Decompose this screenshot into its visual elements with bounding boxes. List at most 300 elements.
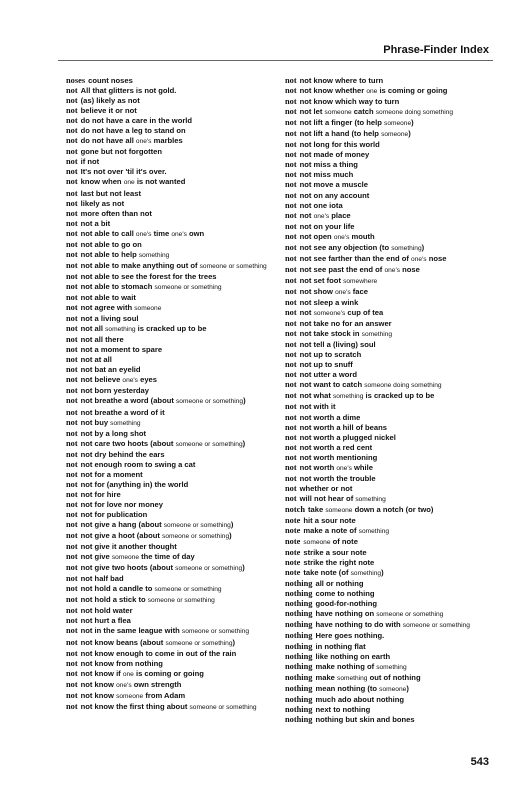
headword: nothing xyxy=(285,579,313,589)
phrase-text: It's not over 'til it's over. xyxy=(80,167,167,177)
phrase xyxy=(300,494,386,503)
index-entry xyxy=(285,232,500,243)
headword: not xyxy=(66,417,78,427)
phrase xyxy=(315,620,469,629)
placeholder-term: something xyxy=(110,419,141,427)
phrase xyxy=(300,140,380,149)
phrase-text: mean nothing (to xyxy=(315,683,380,693)
headword: not xyxy=(66,489,78,499)
headword: not xyxy=(66,365,78,375)
phrase xyxy=(81,116,192,125)
phrase xyxy=(81,355,112,364)
phrase xyxy=(300,360,353,369)
phrase-text: not want to catch xyxy=(299,380,365,390)
phrase xyxy=(303,537,358,546)
headword: not xyxy=(285,118,297,128)
phrase-text: much ado about nothing xyxy=(315,694,405,704)
phrase-text: while xyxy=(351,462,374,472)
phrase-text: have nothing on xyxy=(315,609,377,619)
phrase-text: not on your life xyxy=(299,221,355,231)
phrase xyxy=(81,209,152,218)
placeholder-term: someone or something xyxy=(175,565,243,573)
headword: not xyxy=(285,286,297,296)
phrase xyxy=(81,418,141,427)
phrase-text: not able to help xyxy=(80,249,139,259)
phrase-text: take note (of xyxy=(303,568,351,578)
phrase-text: ) xyxy=(242,563,245,573)
phrase xyxy=(315,599,377,608)
phrase xyxy=(81,460,196,469)
index-entry xyxy=(285,329,500,340)
phrase-text: Here goes nothing. xyxy=(315,631,385,641)
phrase xyxy=(81,429,146,438)
phrase-text: not know beans (about xyxy=(80,637,166,647)
right-index-column xyxy=(285,76,500,725)
index-entry xyxy=(285,97,500,107)
phrase-text: not enough room to swing a cat xyxy=(80,459,196,469)
phrase-text: not up to snuff xyxy=(299,360,353,370)
phrase-text: ) xyxy=(381,568,384,578)
headword: note xyxy=(285,515,301,525)
placeholder-term: one xyxy=(122,670,134,678)
phrase-text: not made of money xyxy=(299,150,370,160)
headword: nothing xyxy=(285,641,313,651)
headword: not xyxy=(66,584,78,594)
phrase-text: not a bit xyxy=(80,218,111,228)
phrase-text: not show xyxy=(299,286,336,296)
headword: not xyxy=(66,407,78,417)
index-entry xyxy=(285,170,500,180)
phrase-text: nose xyxy=(400,264,420,274)
phrase-text: not able to see the forest for the trees xyxy=(80,271,217,281)
headword: not xyxy=(66,126,78,136)
placeholder-term: one's xyxy=(335,288,351,296)
headword: not xyxy=(66,509,78,519)
phrase-text: down a notch (or two) xyxy=(352,504,434,514)
phrase-text: good-for-nothing xyxy=(315,599,378,609)
index-entry xyxy=(66,345,276,355)
index-entry xyxy=(285,287,500,298)
index-entry xyxy=(66,303,276,314)
phrase xyxy=(81,219,111,228)
headword: not xyxy=(285,253,297,263)
phrase xyxy=(300,319,392,328)
phrase xyxy=(81,520,234,529)
index-entry xyxy=(66,293,276,303)
headword: notch xyxy=(285,504,306,514)
headword: not xyxy=(285,264,297,274)
phrase xyxy=(81,659,163,668)
index-entry xyxy=(285,423,500,433)
phrase-text: not miss a thing xyxy=(299,160,358,170)
phrase-text: not with it xyxy=(299,402,336,412)
index-entry xyxy=(285,609,500,620)
phrase xyxy=(300,201,343,210)
headword: not xyxy=(285,242,297,252)
phrase-text: not all there xyxy=(80,335,124,345)
headword: note xyxy=(285,526,301,536)
index-entry xyxy=(285,350,500,360)
phrase-text: not worth xyxy=(299,462,337,472)
headword: nothing xyxy=(285,631,313,641)
headword: nothing xyxy=(285,609,313,619)
phrase xyxy=(300,97,400,106)
phrase-text: not worth a red cent xyxy=(299,442,373,452)
headword: not xyxy=(66,375,78,385)
headword: not xyxy=(66,606,78,616)
index-entry xyxy=(66,167,276,177)
index-entry xyxy=(285,579,500,589)
phrase-text: not what xyxy=(299,391,333,401)
phrase xyxy=(81,261,267,270)
headword: not xyxy=(285,200,297,210)
index-entry xyxy=(285,494,500,505)
phrase xyxy=(315,673,420,682)
index-entry xyxy=(285,516,500,526)
phrase-text: not lift a finger (to help xyxy=(299,118,385,128)
phrase xyxy=(315,695,404,704)
index-entry xyxy=(285,129,500,140)
phrase xyxy=(315,715,414,724)
phrase xyxy=(81,450,165,459)
phrase xyxy=(300,265,420,274)
phrase xyxy=(81,480,189,489)
phrase-text: make xyxy=(315,672,338,682)
phrase-text: not open xyxy=(299,231,334,241)
phrase-text: not know which way to turn xyxy=(299,97,400,107)
index-entry xyxy=(66,542,276,552)
phrase-text: take xyxy=(308,504,326,514)
phrase xyxy=(81,303,162,312)
headword: not xyxy=(285,170,297,180)
phrase-text: not dry behind the ears xyxy=(80,449,165,459)
phrase xyxy=(300,211,351,220)
index-entry xyxy=(285,243,500,254)
phrase xyxy=(300,160,358,169)
index-entry xyxy=(285,474,500,484)
index-entry xyxy=(285,505,500,516)
placeholder-term: someone xyxy=(384,120,412,128)
phrase-text: (as) likely as not xyxy=(80,96,140,106)
phrase xyxy=(300,276,378,285)
phrase-text: not care two hoots (about xyxy=(80,438,176,448)
index-entry xyxy=(285,160,500,170)
index-entry xyxy=(285,76,500,86)
placeholder-term: someone or something xyxy=(162,533,230,541)
phrase-text: not move a muscle xyxy=(299,180,369,190)
index-entry xyxy=(285,380,500,391)
phrase-text: not know from nothing xyxy=(80,658,163,668)
phrase xyxy=(300,463,373,472)
index-entry xyxy=(66,86,276,96)
index-entry xyxy=(66,386,276,396)
placeholder-term: something xyxy=(355,495,386,503)
phrase-text: from Adam xyxy=(143,690,186,700)
phrase-text: not up to scratch xyxy=(299,350,362,360)
headword: note xyxy=(285,548,301,558)
headword: not xyxy=(285,221,297,231)
phrase-text: ) xyxy=(406,683,409,693)
phrase-text: strike the right note xyxy=(303,558,375,568)
index-entry xyxy=(66,96,276,106)
phrase xyxy=(300,129,411,138)
phrase-text: not by a long shot xyxy=(80,428,147,438)
index-entry xyxy=(66,106,276,116)
headword: not xyxy=(66,157,78,167)
phrase xyxy=(315,631,384,640)
index-entry xyxy=(66,563,276,574)
phrase xyxy=(81,563,245,572)
index-entry xyxy=(66,229,276,240)
phrase-text: strike a sour note xyxy=(303,548,367,558)
phrase xyxy=(81,365,141,374)
index-entry xyxy=(66,691,276,702)
phrase-text: not see any objection (to xyxy=(299,242,392,252)
index-entry xyxy=(285,413,500,423)
phrase-text: not for love nor money xyxy=(80,499,163,509)
phrase-text: not take no for an answer xyxy=(299,319,392,329)
phrase xyxy=(81,638,235,647)
phrase-text: not born yesterday xyxy=(80,386,149,396)
index-entry xyxy=(285,620,500,631)
phrase-text: not give it another thought xyxy=(80,542,177,552)
index-entry xyxy=(66,355,276,365)
index-entry xyxy=(66,659,276,669)
phrase xyxy=(300,243,425,252)
phrase-text: do not have a care in the world xyxy=(80,116,193,126)
phrase-text: not xyxy=(299,210,314,220)
headword: not xyxy=(66,324,78,334)
headword: not xyxy=(285,422,297,432)
phrase-text: time xyxy=(151,228,172,238)
index-entry xyxy=(66,177,276,188)
index-entry xyxy=(285,642,500,652)
placeholder-term: one's xyxy=(384,266,401,274)
phrase xyxy=(300,329,392,338)
headword: not xyxy=(66,499,78,509)
index-entry xyxy=(66,126,276,136)
placeholder-term: one's xyxy=(116,681,132,689)
index-entry xyxy=(285,484,500,494)
headword: not xyxy=(66,563,78,573)
phrase-text: not hold water xyxy=(80,606,133,616)
phrase-text: not give two hoots (about xyxy=(80,563,176,573)
placeholder-term: something xyxy=(337,674,368,682)
phrase-text: eyes xyxy=(137,375,157,385)
index-entry xyxy=(66,429,276,439)
index-entry xyxy=(66,209,276,219)
index-entry xyxy=(66,680,276,691)
index-entry xyxy=(285,140,500,150)
headword: not xyxy=(285,210,297,220)
placeholder-term: something xyxy=(105,326,136,334)
phrase-text: not one iota xyxy=(299,200,343,210)
phrase-text: face xyxy=(350,286,368,296)
index-entry xyxy=(66,375,276,386)
phrase xyxy=(300,391,435,400)
headword: not xyxy=(66,552,78,562)
phrase xyxy=(300,484,353,493)
phrase-text: not able to wait xyxy=(80,292,136,302)
phrase-text: is not wanted xyxy=(134,177,186,187)
phrase xyxy=(300,170,354,179)
headword: not xyxy=(66,303,78,313)
phrase-text: not half bad xyxy=(80,574,124,584)
phrase xyxy=(303,568,383,577)
left-index-column xyxy=(66,76,276,713)
index-entry xyxy=(285,463,500,474)
index-entry xyxy=(285,370,500,380)
placeholder-term: someone doing something xyxy=(364,382,442,390)
phrase xyxy=(81,616,131,625)
headword: not xyxy=(66,281,78,291)
phrase-text: not hold a stick to xyxy=(80,595,148,605)
index-entry xyxy=(66,480,276,490)
headword: not xyxy=(66,648,78,658)
phrase xyxy=(300,380,442,389)
phrase xyxy=(81,157,100,166)
phrase xyxy=(303,526,389,535)
phrase-text: not give a hang (about xyxy=(80,520,164,530)
index-entry xyxy=(66,418,276,429)
phrase xyxy=(315,684,408,693)
phrase-text: mouth xyxy=(349,231,375,241)
phrase-text: out of nothing xyxy=(367,672,421,682)
placeholder-term: someone's xyxy=(313,310,346,318)
headword: not xyxy=(66,116,78,126)
placeholder-term: someone or something xyxy=(147,597,215,605)
index-entry xyxy=(66,76,276,86)
placeholder-term: someone or something xyxy=(175,440,243,448)
headword: not xyxy=(66,690,78,700)
phrase-text: not take stock in xyxy=(299,329,362,339)
phrase xyxy=(300,118,414,127)
phrase-text: will not hear of xyxy=(299,493,356,503)
placeholder-term: someone or something xyxy=(189,703,257,711)
phrase xyxy=(81,396,246,405)
phrase-text: not in the same league with xyxy=(80,626,182,636)
index-entry xyxy=(66,584,276,595)
placeholder-term: someone xyxy=(381,131,409,139)
phrase xyxy=(81,595,215,604)
phrase-text: not long for this world xyxy=(299,140,380,150)
placeholder-term: something xyxy=(391,244,422,252)
index-entry xyxy=(285,391,500,402)
phrase xyxy=(300,150,370,159)
phrase-text: come to nothing xyxy=(315,589,375,599)
headword: nothing xyxy=(285,672,313,682)
phrase xyxy=(300,298,359,307)
phrase xyxy=(81,272,217,281)
phrase-text: nose xyxy=(426,253,447,263)
phrase-text: believe it or not xyxy=(80,106,137,116)
index-entry xyxy=(285,191,500,201)
phrase xyxy=(81,250,170,259)
phrase xyxy=(81,386,149,395)
phrase xyxy=(81,375,157,384)
phrase-text: all or nothing xyxy=(315,579,364,589)
phrase-text: know when xyxy=(80,177,124,187)
phrase-text: not set foot xyxy=(299,275,344,285)
placeholder-term: one's xyxy=(171,230,187,238)
index-entry xyxy=(66,189,276,199)
phrase xyxy=(81,500,163,509)
phrase-text: more often than not xyxy=(80,208,152,218)
phrase-text: not buy xyxy=(80,417,111,427)
index-entry xyxy=(285,631,500,641)
phrase xyxy=(315,589,374,598)
headword: not xyxy=(66,198,78,208)
headword: not xyxy=(66,260,78,270)
headword: not xyxy=(66,626,78,636)
phrase-text: not agree with xyxy=(80,303,135,313)
headword: noses xyxy=(66,76,86,85)
phrase xyxy=(81,691,186,700)
placeholder-term: someone or something xyxy=(376,611,444,619)
headword: not xyxy=(66,147,78,157)
phrase-text: not able to call xyxy=(80,228,136,238)
index-entry xyxy=(66,250,276,261)
index-entry xyxy=(66,136,276,147)
headword: not xyxy=(66,616,78,626)
phrase xyxy=(81,282,222,291)
header-rule xyxy=(58,60,493,61)
headword: not xyxy=(66,271,78,281)
phrase-text: not know whether xyxy=(299,86,367,96)
index-entry xyxy=(66,552,276,563)
headword: not xyxy=(66,249,78,259)
placeholder-term: someone xyxy=(111,554,140,562)
headword: not xyxy=(285,308,297,318)
headword: not xyxy=(66,239,78,249)
headword: not xyxy=(66,574,78,584)
headword: not xyxy=(66,218,78,228)
headword: not xyxy=(285,297,297,307)
headword: not xyxy=(285,150,297,160)
placeholder-term: one's xyxy=(313,212,330,220)
phrase-text: not know where to turn xyxy=(299,76,384,85)
placeholder-term: someone or something xyxy=(181,628,249,636)
headword: note xyxy=(285,568,301,578)
headword: not xyxy=(66,459,78,469)
phrase-text: the time of day xyxy=(139,552,195,562)
headword: not xyxy=(285,97,297,107)
index-entry xyxy=(66,147,276,157)
index-entry xyxy=(66,396,276,407)
phrase xyxy=(308,505,433,514)
index-entry xyxy=(285,308,500,319)
phrase-text: not for a moment xyxy=(80,469,143,479)
phrase xyxy=(81,96,140,105)
phrase xyxy=(300,350,362,359)
phrase-text: ) xyxy=(421,242,425,252)
placeholder-term: one xyxy=(366,88,378,96)
headword: nothing xyxy=(285,589,313,599)
phrase xyxy=(300,443,373,452)
placeholder-term: someone xyxy=(325,506,353,514)
headword: not xyxy=(66,449,78,459)
phrase-text: whether or not xyxy=(299,483,353,493)
index-entry xyxy=(285,402,500,412)
phrase xyxy=(81,531,232,540)
headword: not xyxy=(285,391,297,401)
phrase xyxy=(315,662,406,671)
placeholder-term: someone xyxy=(303,539,331,547)
index-entry xyxy=(285,86,500,97)
headword: not xyxy=(66,531,78,541)
phrase-text: not for hire xyxy=(80,489,121,499)
index-entry xyxy=(285,568,500,579)
